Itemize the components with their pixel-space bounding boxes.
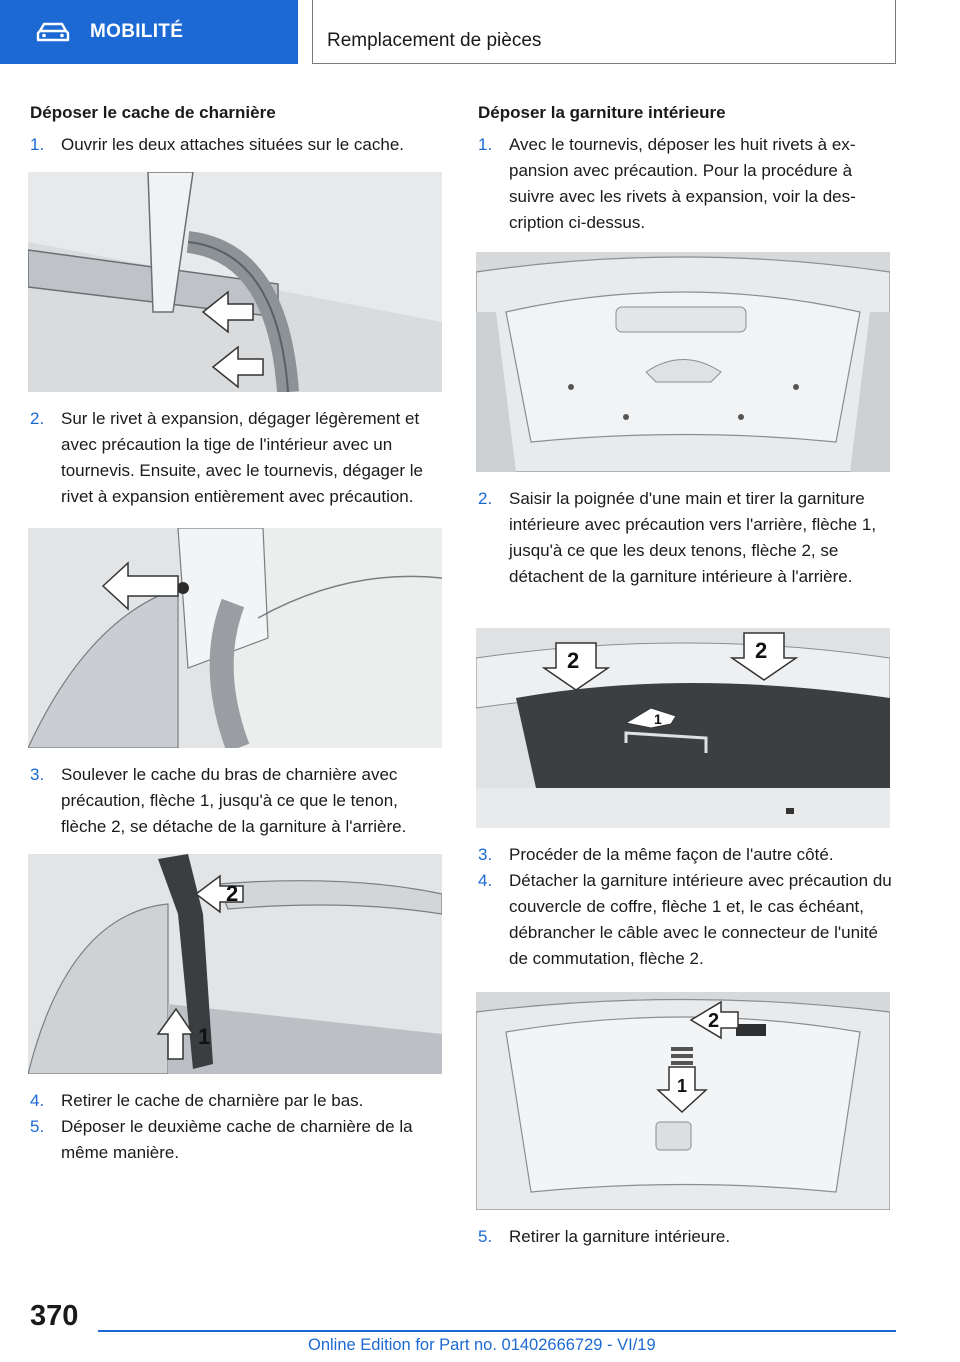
section-tab[interactable]	[0, 0, 298, 64]
step-number: 5.	[478, 1227, 493, 1246]
right-step-1	[478, 132, 892, 236]
step-text: Détacher la garniture intérieure avec précaution du couvercle de coffre, flèche 1 et, le cas échéant, débrancher le câble avec le connecteur de l'unité de commutation, flèche 2.	[509, 871, 892, 968]
figure-hinge-clips	[28, 172, 442, 392]
step-number: 1.	[30, 135, 45, 154]
section-label: MOBILITÉ	[90, 21, 184, 42]
step-text: Retirer le cache de charnière par le bas.	[61, 1091, 364, 1110]
chapter-header	[312, 0, 896, 64]
figure-pull-trim	[476, 628, 890, 828]
step-text: Saisir la poignée d'une main et tirer la garniture intérieure avec précaution vers l'arrière, flèche 1, jusqu'à ce que les deux tenons, flèche 2, se détachent de la garniture intérieure à l'arrière.	[509, 489, 877, 586]
arrow-label-2: 2	[226, 881, 239, 906]
arrow-label-2: 2	[708, 1010, 720, 1032]
car-icon	[36, 21, 70, 43]
step-number: 4.	[30, 1091, 45, 1110]
step-number: 5.	[30, 1117, 45, 1136]
step-text: Sur le rivet à expansion, dégager légèrement et avec précaution la tige de l'intérieur avec un tournevis. Ensuite, avec le tournevis, dégager le rivet à expansion entièrement avec précaution.	[61, 409, 423, 506]
step-text: Procéder de la même façon de l'autre côté.	[509, 845, 834, 864]
step-text: Déposer le deuxième cache de charnière de la même manière.	[61, 1117, 413, 1162]
page-number: 370	[30, 1300, 79, 1332]
figure-lift-cover	[28, 854, 442, 1074]
footer-edition: Online Edition for Part no. 01402666729 - VI/19	[308, 1336, 656, 1354]
left-step-5	[30, 1114, 444, 1166]
step-number: 4.	[478, 871, 493, 890]
right-step-3	[478, 842, 892, 868]
left-step-3	[30, 762, 444, 840]
step-text: Soulever le cache du bras de charnière avec précaution, flèche 1, jusqu'à ce que le tenon, flèche 2, se détache de la garniture à l'arrière.	[61, 765, 407, 836]
right-step-2	[478, 486, 892, 590]
figure-expansion-rivet	[28, 528, 442, 748]
step-number: 2.	[478, 489, 493, 508]
arrow-label-2: 2	[567, 648, 580, 673]
step-text: Ouvrir les deux attaches situées sur le cache.	[61, 135, 404, 154]
right-heading: Déposer la garniture intérieure	[478, 103, 726, 122]
arrow-label-1: 1	[677, 1076, 688, 1096]
chapter-title: Remplacement de pièces	[327, 30, 542, 51]
step-number: 3.	[30, 765, 45, 784]
step-number: 2.	[30, 409, 45, 428]
left-column	[30, 103, 444, 1166]
step-text: Retirer la garniture intérieure.	[509, 1227, 731, 1246]
footer-divider	[98, 1330, 896, 1332]
right-step-4	[478, 868, 892, 972]
left-step-4	[30, 1088, 444, 1114]
step-number: 1.	[478, 135, 493, 154]
arrow-label-1: 1	[654, 711, 662, 727]
step-text: Avec le tournevis, déposer les huit rivets à expansion avec précaution. Pour la procédure à suivre avec les rivets à expansion, voir la description ci-dessus.	[509, 135, 856, 232]
figure-detach-trim	[476, 992, 890, 1210]
left-step-1	[30, 132, 444, 158]
arrow-label-2b: 2	[755, 638, 768, 663]
left-heading: Déposer le cache de charnière	[30, 103, 276, 122]
arrow-label-1: 1	[198, 1024, 211, 1049]
figure-trunk-lid-rivets	[476, 252, 890, 472]
step-number: 3.	[478, 845, 493, 864]
right-column	[478, 103, 892, 1250]
right-step-5	[478, 1224, 892, 1250]
left-step-2	[30, 406, 444, 510]
